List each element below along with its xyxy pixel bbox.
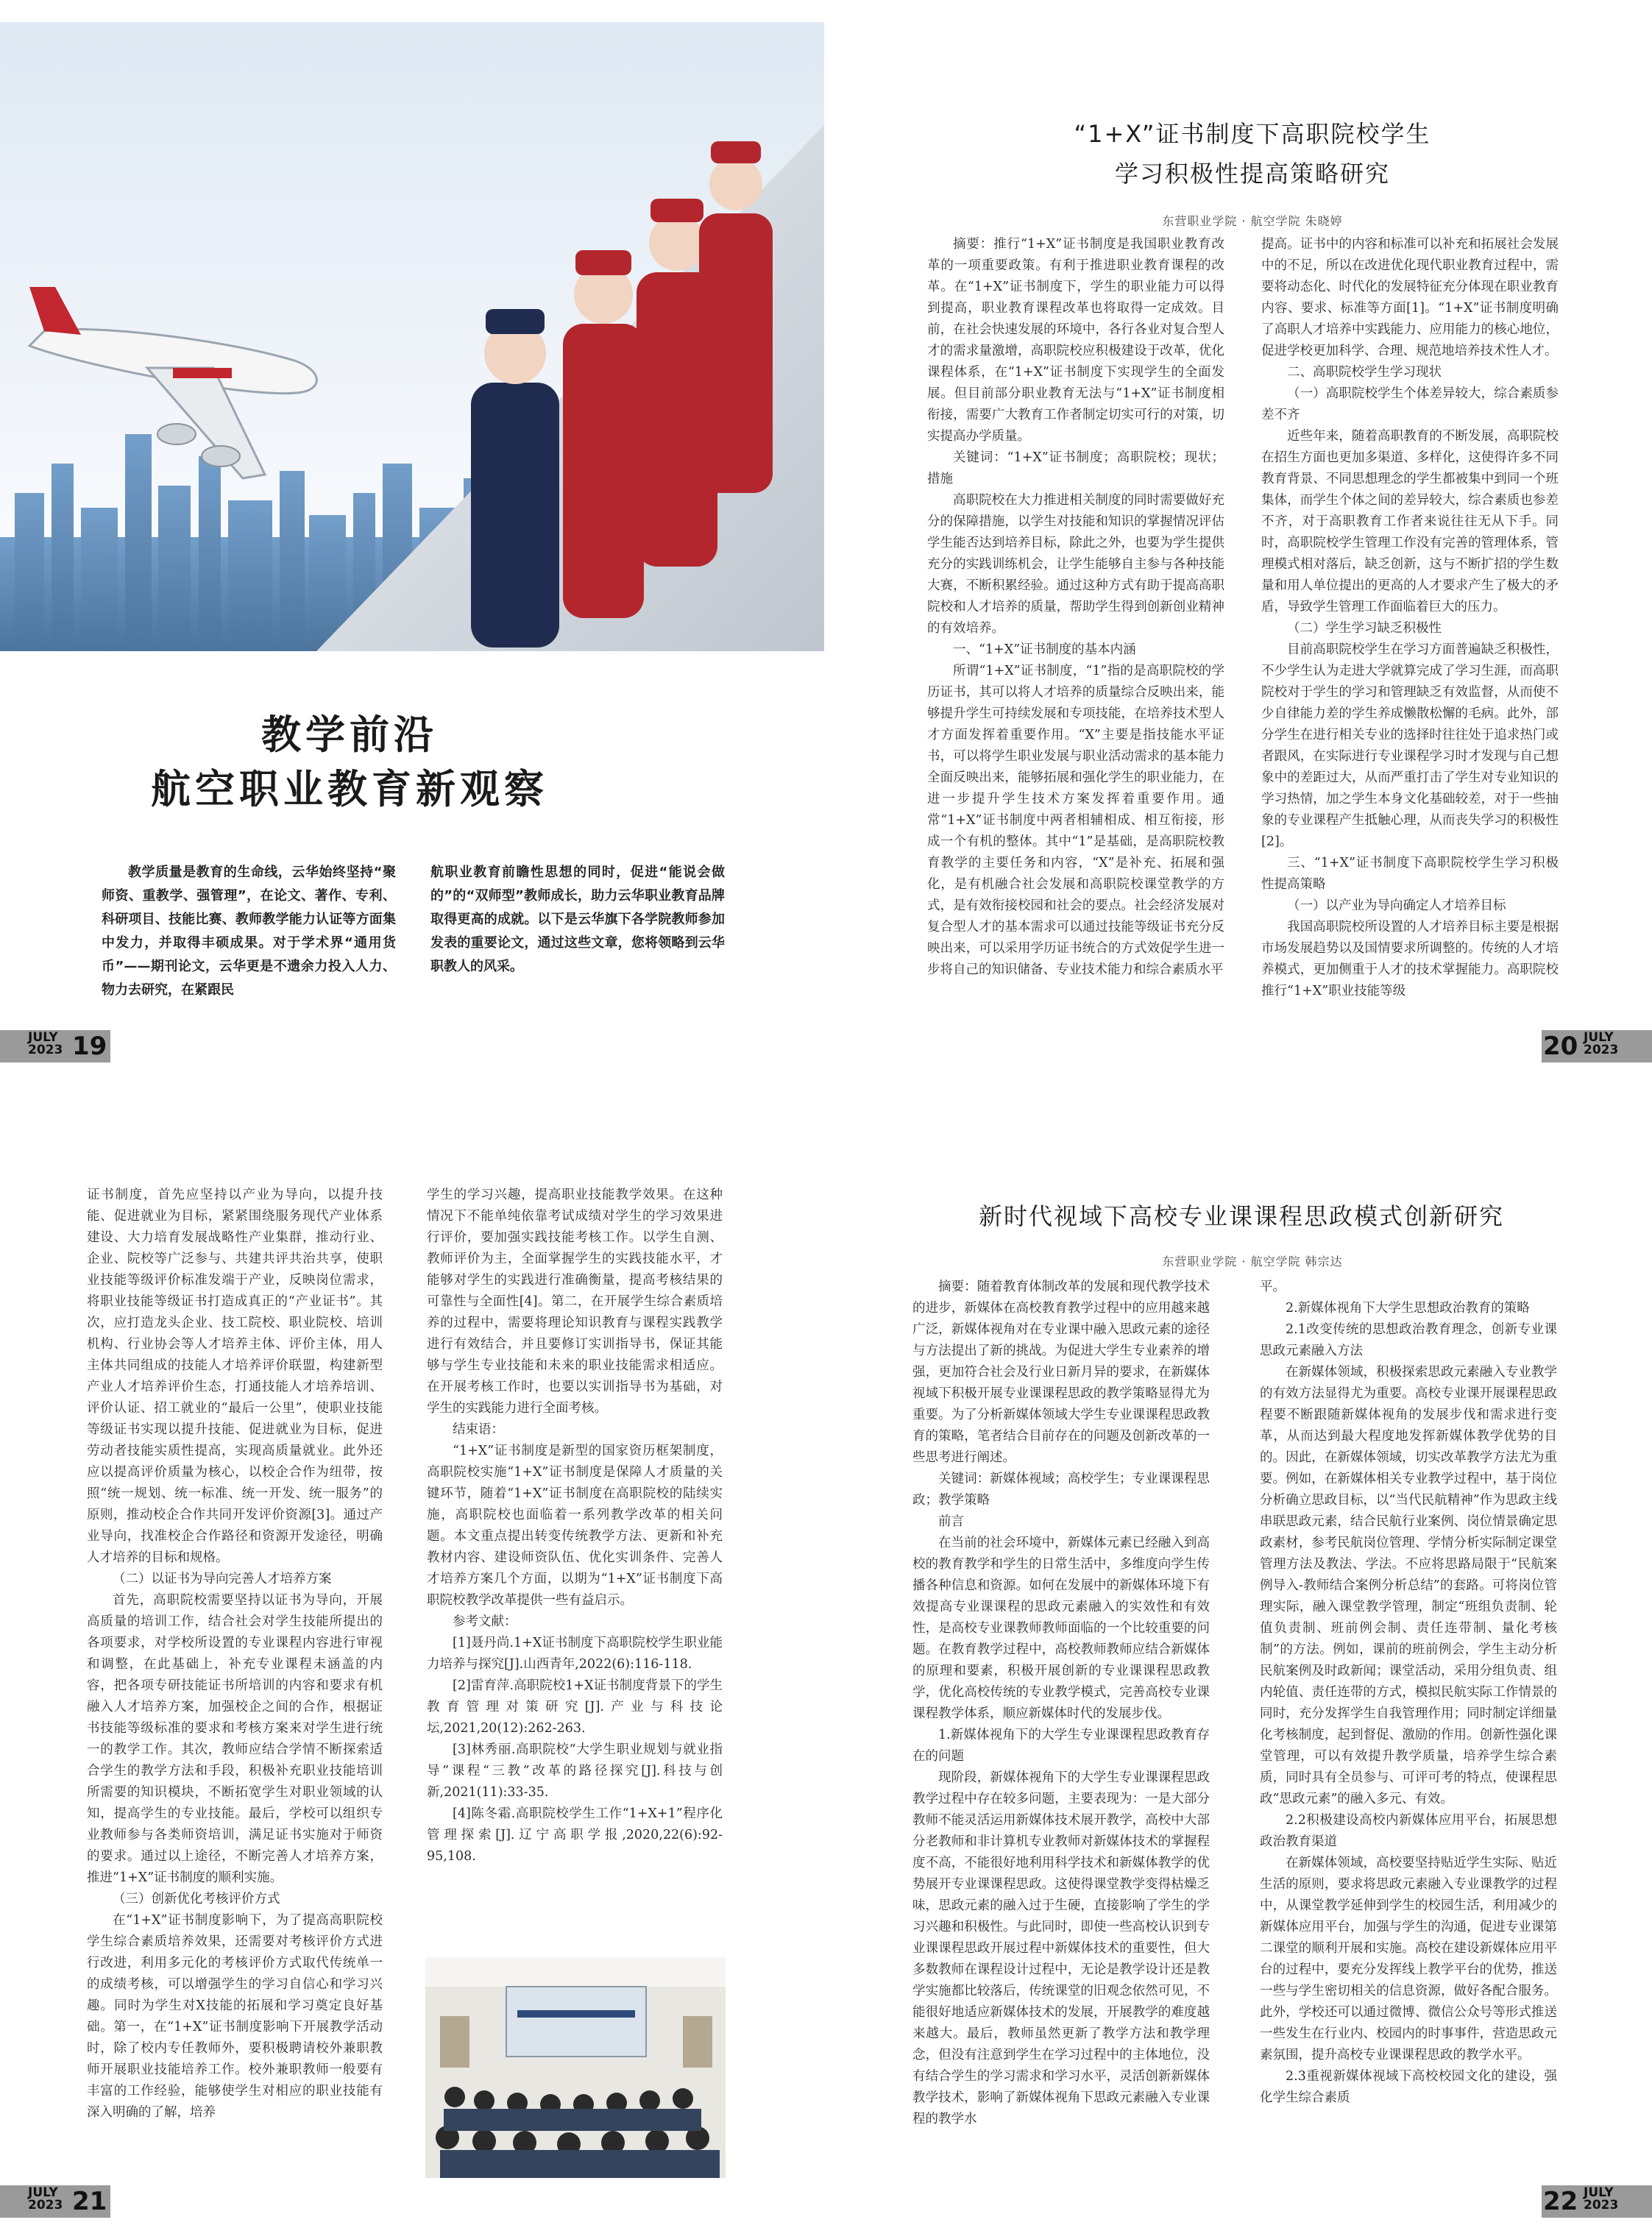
article-column-2 [1260,1277,1557,2109]
subsection-heading: （二）学生学习缺乏积极性 [1287,621,1442,636]
paragraph: 高职院校在大力推进相关制度的同时需要做好充分的保障措施，以学生对技能和知识的掌握情况评估学生能否达到培养目标，除此之外，也要为学生提供充分的实践训练机会，让学生能够自主参与各种技能大赛，不断积累经验。通过这种方式有助于提高高职院校和人才培养的质量，帮助学生得到创新创业精神的有效培养。 [927,493,1224,636]
article-title-line-2: 学习积极性提高策略研究 [1114,160,1390,188]
article-column-1 [927,234,1224,981]
page-date [1584,1032,1618,1057]
abstract: 摘要：推行“1+X”证书制度是我国职业教育改革的一项重要政策。有利于推进职业教育课程的改革。在“1+X”证书制度下，学生的职业能力可以得到提高，职业教育课程改革也将取得一定成效。目前，在社会快速发展的环境中，各行各业对复合型人才的需求量激增，高职院校应积极建设于改革，优化课程体系，在“1+X”证书制度下实现学生的全面发展。但目前部分职业教育无法与“1+X”证书制度相衔接，需要广大教育工作者制定切实可行的对策，切实提高办学质量。 [927,237,1224,444]
section-heading: 1.新媒体视角下的大学生专业课课程思政教育存在的问题 [912,1728,1210,1764]
paragraph: 近些年来，随着高职教育的不断发展，高职院校在招生方面也更加多渠道、多样化，这使得许多不同教育背景、不同思想理念的学生都被集中到同一个班集体，而学生个体之间的差异较大，综合素质也参差不齐，对于高职教育工作者来说往往无从下手。同时，高职院校学生管理工作没有完善的管理体系，管理模式相对落后，缺乏创新，这与不断扩招的学生数量和用人单位提出的更高的人才要求产生了极大的矛盾，导致学生管理工作面临着巨大的压力。 [1261,429,1559,614]
paragraph: 在新媒体领域，高校要坚持贴近学生实际、贴近生活的原则，要求将思政元素融入专业课教学的过程中，从课堂教学延伸到学生的校园生活，利用减少的新媒体应用平台，加强与学生的沟通，促进专业课第二课堂的顺利开展和实施。高校在建设新媒体应用平台的过程中，要充分发挥线上教学平台的优势，推送一些与学生密切相关的信息资源，做好各配合服务。此外，学校还可以通过微博、微信公众号等形式推送一些发生在行业内、校园内的时事事件，营造思政元素氛围，提升高校专业课课程思政的教学水平。 [1260,1856,1557,2062]
page-number: 20 [1543,1032,1578,1061]
paragraph: 在“1+X”证书制度影响下，为了提高高职院校学生综合素质培养效果，还需要对考核评价方式进行改进，利用多元化的考核评价方式取代传统单一的成绩考核，可以增强学生的学习自信心和学习兴趣。同时为学生对X技能的拓展和学习奠定良好基础。第一，在“1+X”证书制度影响下开展教学活动时，除了校内专任教师外，要积极聘请校外兼职教师开展职业技能培养工作。校外兼职教师一般要有丰富的工作经验，能够使学生对相应的职业技能有深入明确的了解，培养 [87,1913,383,2120]
meeting-room-illustration [425,1957,726,2178]
meeting-photo [425,1957,726,2178]
paragraph: 证书制度，首先应坚持以产业为导向，以提升技能、促进就业为目标，紧紧围绕服务现代产业体系建设、大力培育发展战略性产业集群，推动行业、企业、院校等广泛参与、共建共评共治共享，使职业技能等级评价标准发端于产业，反映岗位需求，将职业技能等级证书打造成真正的“产业证书”。其次，应打造龙头企业、技工院校、职业院校、培训机构、行业协会等人才培养主体、评价主体，用人主体共同组成的技能人才培养评价联盟，构建新型产业人才培养评价生态，打通技能人才培养培训、评价认证、招工就业的“最后一公里”，使职业技能等级证书实现以提升技能、促进就业为目标，促进劳动者技能实质性提高，实现高质量就业。此外还应以提高评价质量为核心，以校企合作为纽带，按照“统一规划、统一标准、统一开发、统一服务”的原则，推动校企合作共同开发评价资源[3]。通过产业导向，找准校企合作路径和资源开发途径，明确人才培养的目标和规格。 [87,1188,383,1565]
intro-right [430,861,725,979]
article-column-1 [912,1277,1210,2130]
intro-right-text: 航职业教育前瞻性思想的同时，促进“能说会做的”的“双师型”教师成长，助力云华职业教育品牌取得更高的成就。以下是云华旗下各学院教师参加发表的重要论文，通过这些文章，您将领略到云华职教人的风采。 [430,865,725,974]
reference-item: [1]聂丹尚.1+X证书制度下高职院校学生职业能力培养与探究[J].山西青年,2022(6):116-118. [427,1636,723,1672]
article-title-line-1: “1+X”证书制度下高职院校学生 [1074,120,1431,148]
article-author: 东营职业学院 · 航空学院 朱晓婷 [1162,214,1343,228]
article-column-2 [1261,234,1559,1002]
reference-item: [4]陈冬霜.高职院校学生工作“1+X+1”程序化管理探索[J].辽宁高职学报,2020,22(6):92-95,108. [427,1806,723,1864]
paragraph: 首先，高职院校需要坚持以证书为导向，开展高质量的培训工作，结合社会对学生技能所提出的各项要求，对学校所设置的专业课程内容进行审视和调整，在此基础上，补充专业课程未涵盖的内容，把各项专研技能证书所培训的内容和要求有机融入人才培养方案，加强校企之间的合作，根据证书技能等级标准的要求和考核方案来对学生进行统一的教学工作。其次，教师应结合学情不断探索适合学生的教学方法和手段，积极补充职业技能培训所需要的知识模块，不断拓宽学生对职业领域的认知，提高学生的专业技能。最后，学校可以组织专业教师参与各类师资培训，满足证书实施对于师资的要求。通过以上途径，不断完善人才培养方案，推进“1+X”证书制度的顺利实施。 [87,1593,383,1885]
subsection-heading: （二）以证书为导向完善人才培养方案 [113,1572,332,1586]
page-date [1584,2187,1618,2212]
banner-line-2: 航空职业教育新观察 [151,766,548,812]
banner-line-1: 教学前沿 [261,712,438,758]
paragraph: 平。 [1260,1280,1286,1294]
hero-illustration [0,22,824,651]
paragraph: 学生的学习兴趣，提高职业技能教学效果。在这种情况下不能单纯依靠考试成绩对学生的学习效果进行评价，要加强实践技能考核工作。以学生自测、教师评价为主，全面掌握学生的实践技能水平，才能够对学生的实践进行准确衡量，提高考核结果的可靠性与全面性[4]。第二，在开展学生综合素质培养的过程中，需要将理论知识教育与课程实践教学进行有效结合，并且要修订实训指导书，保证其能够与学生专业技能和未来的职业技能需求相适应。在开展考核工作时，也要以实训指导书为基础，对学生的实践能力进行全面考核。 [427,1188,723,1416]
section-heading: 二、高职院校学生学习现状 [1287,365,1442,380]
page-month: JULY [1584,2185,1614,2200]
reference-item: [3]林秀丽.高职院校“大学生职业规划与就业指导”课程“三教”改革的路径探究[J].科技与创新,2021(11):33-35. [427,1742,723,1800]
page-year: 2023 [28,1043,63,1057]
article-column-1 [87,1185,383,2124]
subsection-heading: 2.2积极建设高校内新媒体应用平台，拓展思想政治教育渠道 [1260,1813,1557,1849]
page-date [28,2187,63,2212]
section-heading: 2.新媒体视角下大学生思想政治教育的策略 [1286,1301,1530,1316]
page-number: 19 [72,1032,107,1061]
paragraph: 目前高职院校学生在学习方面普遍缺乏积极性，不少学生认为走进大学就算完成了学习生涯，而高职院校对于学生的学习和管理缺乏有效监督，从而使不少自律能力差的学生养成懒散松懈的毛病。此外，部分学生在进行相关专业的选择时往往处于追求热门或者跟风，在实际进行专业课程学习时才发现与自己想象中的差距过大，从而严重打击了学生对专业知识的学习热情，加之学生本身文化基础较差，对于一些抽象的专业课程产生抵触心理，从而丧失学习的积极性[2]。 [1261,642,1559,849]
references-list [427,1633,723,1867]
subsection-heading: 2.3重视新媒体视域下高校校园文化的建设，强化学生综合素质 [1260,2069,1557,2105]
section-heading: 一、“1+X”证书制度的基本内涵 [953,642,1136,657]
abstract: 摘要：随着教育体制改革的发展和现代教学技术的进步，新媒体在高校教育教学过程中的应用越来越广泛，新媒体视角对在专业课中融入思政元素的途径与方法提出了新的挑战。为促进大学生专业素养的增强，更加符合社会及行业日新月异的要求，在新媒体视域下积极开展专业课课程思政的教学策略显得尤为重要。为了分析新媒体领域大学生专业课课程思政教育的策略，笔者结合目前存在的问题及创新改革的一些思考进行阐述。 [912,1280,1210,1465]
page-month: JULY [28,1030,58,1045]
section-banner [110,708,589,817]
hero-image [0,22,824,651]
subsection-heading: （三）创新优化考核评价方式 [113,1892,280,1906]
page-number: 21 [72,2187,107,2216]
paragraph: 我国高职院校所设置的人才培养目标主要是根据市场发展趋势以及国情要求所调整的。传统的人才培养模式，更加侧重于人才的技术掌握能力。高职院校推行“1+X”职业技能等级 [1261,920,1559,998]
page-month: JULY [28,2185,58,2200]
intro-left [102,861,396,1002]
page-date [28,1032,63,1057]
page-year: 2023 [1584,2198,1619,2213]
conclusion-heading: 结束语： [453,1422,504,1437]
subsection-heading: （一）以产业为导向确定人才培养目标 [1287,898,1506,913]
intro-left-text: 教学质量是教育的生命线，云华始终坚持“聚师资、重教学、强管理”，在论文、著作、专利、科研项目、技能比赛、教师教学能力认证等方面集中发力，并取得丰硕成果。对于学术界“通用货币”——期刊论文，云华更是不遗余力投入人力、物力去研究，在紧跟民 [102,865,396,998]
paragraph: 提高。证书中的内容和标准可以补充和拓展社会发展中的不足，所以在改进优化现代职业教育过程中，需要将动态化、时代化的发展特征充分体现在职业教育内容、要求、标准等方面[1]。“1+X”证书制度明确了高职人才培养中实践能力、应用能力的核心地位，促进学校更加科学、合理、规范地培养技术性人才。 [1261,237,1559,358]
page-20 [826,0,1652,1082]
paragraph: 现阶段，新媒体视角下的大学生专业课课程思政教学过程中存在较多问题，主要表现为：一是大部分教师不能灵活运用新媒体技术展开教学，高校中大部分老教师和非计算机专业教师对新媒体技术的掌握程度不高，不能很好地利用科学技术和新媒体教学的优势展开专业课课程思政。这使得课堂教学变得枯燥乏味，思政元素的融入过于生硬，直接影响了学生的学习兴趣和积极性。与此同时，即使一些高校认识到专业课课程思政开展过程中新媒体技术的重要性，但大多数教师在课程设计过程中，无论是教学设计还是教学实施都比较落后，传统课堂的旧观念依然可见，不能很好地适应新媒体技术的发展，开展教学的难度越来越大。最后，教师虽然更新了教学方法和教学理念，但没有注意到学生在学习过程中的主体地位，没有结合学生的学习需求和学习水平，灵活创新新媒体教学技术，影响了新媒体视角下思政元素融入专业课程的教学水 [912,1770,1210,2126]
article-author: 东营职业学院 · 航空学院 韩宗达 [1162,1255,1343,1269]
reference-item: [2]雷育萍.高职院校1+X证书制度背景下的学生教育管理对策研究[J].产业与科技论坛,2021,20(12):262-263. [427,1678,723,1736]
keywords: 关键词：“1+X”证书制度；高职院校；现状；措施 [927,450,1224,486]
section-heading: 三、“1+X”证书制度下高职院校学生学习积极性提高策略 [1261,856,1559,892]
paragraph: 在当前的社会环境中，新媒体元素已经融入到高校的教育教学和学生的日常生活中，多维度向学生传播各种信息和资源。如何在发展中的新媒体环境下有效提高专业课课程的思政元素融入的实效性和有效性，是高校专业课教师教师面临的一个比较重要的问题。在教育教学过程中，高校教师教师应结合新媒体的原理和要素，积极开展创新的专业课课程思政教学，优化高校传统的专业教学模式，完善高校专业课课程教学体系，顺应新媒体时代的发展步伐。 [912,1536,1210,1721]
article-title: 新时代视域下高校专业课课程思政模式创新研究 [978,1202,1504,1230]
page-number: 22 [1543,2187,1578,2216]
article-title [995,114,1510,194]
subsection-heading: 2.1改变传统的思想政治教育理念，创新专业课思政元素融入方法 [1260,1322,1557,1358]
page-year: 2023 [1584,1043,1619,1057]
article-column-2 [427,1185,723,1867]
page-year: 2023 [28,2198,63,2213]
paragraph: 在新媒体领域，积极探索思政元素融入专业教学的有效方法显得尤为重要。高校专业课开展课程思政程要不断跟随新媒体视角的发展步伐和需求进行变革，从而达到最大程度地发挥新媒体教学优势的目的。因此，在新媒体领域，切实改革教学方法尤为重要。例如，在新媒体相关专业教学过程中，基于岗位分析确立思政目标，以“当代民航精神”作为思政主线串联思政元素，结合民航行业案例、岗位情景确定思政素材，参考民航岗位管理、学情分析实际制定课堂管理方法及教法、学法。不应将思路局限于“民航案例导入-教师结合案例分析总结”的套路。可将岗位管理实际，融入课堂教学管理，制定“班组负责制、轮值负责制、班前例会制、责任连带制、量化考核制”的方法。例如，课前的班前例会，学生主动分析民航案例及时政新闻；课堂活动，采用分组负责、组内轮值、责任连带的方式，模拟民航实际工作情景的同时，充分发挥学生自我管理作用；同时制定详细量化考核制度，起到督促、激励的作用。创新性强化课堂管理，可以有效提升教学质量，培养学生综合素质，同时具有全员参与、可评可考的特点，使课程思政“思政元素”的融入多元、有效。 [1260,1365,1557,1806]
keywords: 关键词：新媒体视域；高校学生；专业课课程思政；教学策略 [912,1472,1210,1508]
page-19 [0,0,826,1082]
paragraph: 所谓“1+X”证书制度，“1”指的是高职院校的学历证书，其可以将人才培养的质量综合反映出来，能够提升学生可持续发展和专项技能，在培养技术型人才方面发挥着重要作用。“X”主要是指技能水平证书，可以将学生职业发展与职业活动需求的基本能力全面反映出来，能够拓展和强化学生的职业能力，在进一步提升学生技术方案发挥着重要作用。通常“1+X”证书制度中两者相辅相成、相互衔接，形成一个有机的整体。其中“1”是基础，是高职院校教育教学的主要任务和内容，“X”是补充、拓展和强化，是有机融合社会发展和高职院校课堂教学的方式，是有效衔接校园和社会的要点。社会经济发展对复合型人才的基本需求可以通过技能等级证书充分反映出来，可以采用学历证书统合的方式效促学生进一步将自己的知识储备、专业技术能力和综合素质水平 [927,664,1224,977]
page-21 [0,1126,826,2228]
subsection-heading: （一）高职院校学生个体差异较大，综合素质参差不齐 [1261,386,1559,422]
section-heading: 前言 [938,1514,964,1529]
paragraph: “1+X”证书制度是新型的国家资历框架制度，高职院校实施“1+X”证书制度是保障人才质量的关键环节，随着“1+X”证书制度在高职院校的陆续实施，高职院校也面临着一系列教学改革的相关问题。本文重点提出转变传统教学方法、更新和补充教材内容、建设师资队伍、优化实训条件、完善人才培养方案几个方面，以期为“1+X”证书制度下高职院校教学改革提供一些有益启示。 [427,1444,723,1608]
page-month: JULY [1584,1030,1614,1045]
references-heading: 参考文献： [453,1614,517,1629]
page-22 [826,1126,1652,2228]
